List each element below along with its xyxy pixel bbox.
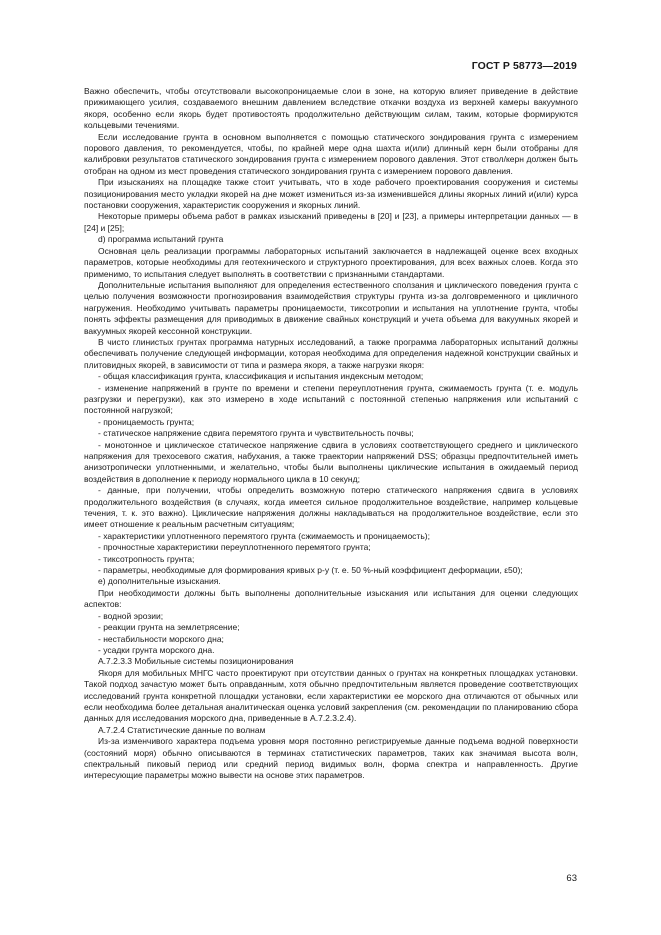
paragraph: - реакции грунта на землетрясение; <box>98 622 240 633</box>
paragraph: - общая классификация грунта, классификация и испытания индексным методом; <box>98 371 424 382</box>
document-header: ГОСТ Р 58773—2019 <box>471 60 577 72</box>
paragraph: Дополнительные испытания выполняют для определения естественного сползания и циклического поведения грунта с целью получения возможности прогнозирования взаимодействия структуры грунта из-за долговременного и цикличного нагружения. Необходимо учитывать параметры проницаемости, тиксотропии и испытания на уплотнение грунта, чтобы понять эффекты размещения для приводимых в движение свайных конструкций и учета объема для вакуумных якорей и вакуумных якорей кессонной конструкции. <box>84 279 578 336</box>
paragraph: В чисто глинистых грунтах программа натурных исследований, а также программа лабораторных испытаний должны обеспечивать получение следующей информации, которая необходима для определения надежной конструкции свайных и плитовидных якорей, в зависимости от типа и размера якоря, а также нагрузки якоря: <box>84 336 578 370</box>
document-body <box>84 86 578 782</box>
paragraph: - статическое напряжение сдвига перемятого грунта и чувствительность почвы; <box>98 428 414 439</box>
paragraph: - изменение напряжений в грунте по времени и степени переуплотнения грунта, сжимаемость грунта (т. е. модуль разгрузки и перегрузки), как это измерено в ходе испытаний с постоянной степенью напряжения или испытаний с постоянной нагрузкой; <box>84 382 578 416</box>
paragraph: - усадки грунта морского дна. <box>98 644 215 655</box>
paragraph: А.7.2.3.3 Мобильные системы позиционирования <box>98 656 294 667</box>
paragraph: Если исследование грунта в основном выполняется с помощью статического зондирования грунта с измерением порового давления, то рекомендуется, чтобы, по крайней мере одна шахта и(или) длинный керн были отобраны для калибровки результатов статического зондирования грунта с измерением порового давления. Этот ствол/керн должен быть отобран на одном из мест проведения статического зондирования грунта с измерением порового давления. <box>84 131 578 176</box>
paragraph: - прочностные характеристики переуплотненного перемятого грунта; <box>98 542 371 553</box>
paragraph: Якоря для мобильных МНГС часто проектируют при отсутствии данных о грунтах на конкретных площадках установки. Такой подход зачастую может быть оправданным, хотя обычно предпочтительным является проведение соответствующих исследований грунта конкретной площадки установки, если характеристики ее морского дна отличаются от обычных или если необходима более детальная аналитическая оценка условий закрепления (см. рекомендации по планированию сбора данных для исследования морского дна, приведенные в А.7.2.3.2.4). <box>84 667 578 724</box>
paragraph: Из-за изменчивого характера подъема уровня моря постоянно регистрируемые данные подъема водной поверхности (состояний моря) обычно описываются в терминах статистических параметров, таких как значимая высота волн, спектральный пиковый период или средний период видимых волн, форма спектра и направленность. Другие интересующие параметры можно вывести на основе этих параметров. <box>84 736 578 781</box>
paragraph: При необходимости должны быть выполнены дополнительные изыскания или испытания для оценки следующих аспектов: <box>84 587 578 610</box>
paragraph: Некоторые примеры объема работ в рамках изысканий приведены в [20] и [23], а примеры интерпретации данных — в [24] и [25]; <box>84 211 578 233</box>
paragraph: - водной эрозии; <box>98 610 164 621</box>
paragraph: Важно обеспечить, чтобы отсутствовали высокопроницаемые слои в зоне, на которую влияет приведение в действие прижимающего усилия, создаваемого внешним давлением вследствие откачки воздуха из верхней камеры вакуумного якоря, особенно если якорь будет противостоять продолжительно действующим силам, таким, которые формируются кольцевыми течениями. <box>84 86 578 131</box>
paragraph: При изысканиях на площадке также стоит учитывать, что в ходе рабочего проектирования сооружения и системы позиционирования место укладки якорей на дне может измениться из-за изменившейся длины якорных линий и(или) курса постановки сооружения, характеристик сооружения и якорных линий. <box>84 177 578 211</box>
paragraph: Основная цель реализации программы лабораторных испытаний заключается в надлежащей оценке всех входных параметров, которые необходимы для геотехнического и структурного проектирования, для всех важных слоев. Когда это применимо, то испытания следует выполнять в соответствии с признанными стандартами. <box>84 245 578 279</box>
page-number: 63 <box>566 873 577 884</box>
paragraph: - монотонное и циклическое статическое напряжение сдвига в условиях соответствующего среднего и циклического напряжения для трехосевого сжатия, набухания, а также траектории напряжений DSS; образцы предпочтительней иметь анизотропически уплотненными, и желательно, чтобы были выполнены циклические испытания в ожидаемый период воздействия в дополнение к периоду нормального цикла в 10 секунд; <box>84 439 578 484</box>
paragraph: - характеристики уплотненного перемятого грунта (сжимаемость и проницаемость); <box>98 530 430 541</box>
paragraph: - тиксотропность грунта; <box>98 553 195 564</box>
paragraph: - проницаемость грунта; <box>98 416 195 427</box>
paragraph: e) дополнительные изыскания. <box>98 576 221 587</box>
paragraph: d) программа испытаний грунта <box>98 234 224 245</box>
paragraph: А.7.2.4 Статистические данные по волнам <box>98 724 266 735</box>
paragraph: - данные, при получении, чтобы определить возможную потерю статического напряжения сдвига в условиях продолжительного воздействия (в случаях, когда имеется сильное продолжительное воздействие, например кольцевые течения, т. к. это важно). Циклические напряжения должны накладываться на продолжительное воздействие, если это имеет отношение к реальным расчетным ситуациям; <box>84 485 578 530</box>
paragraph: - нестабильности морского дна; <box>98 633 224 644</box>
paragraph: - параметры, необходимые для формирования кривых p-y (т. е. 50 %-ный коэффициент деформации, ε50); <box>98 565 523 576</box>
